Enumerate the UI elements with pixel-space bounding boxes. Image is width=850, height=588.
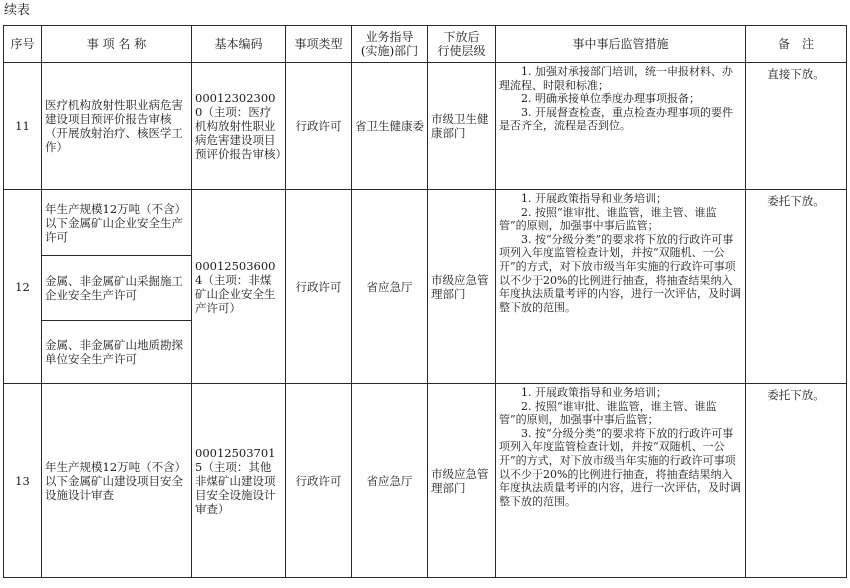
row-measures xyxy=(496,384,746,578)
table-row xyxy=(4,63,847,190)
measure-item: 2. 按照“谁审批、谁监管，谁主管、谁监管”的原则，加强事中事后监管； xyxy=(499,399,717,427)
row-dept: 省应急厅 xyxy=(352,190,428,384)
table-row xyxy=(4,384,847,578)
row-level: 市级应急管理部门 xyxy=(428,384,496,578)
measure-item: 3. 开展督查检查，重点检查办理事项的要件是否齐全，流程是否到位。 xyxy=(499,105,733,133)
matters-table xyxy=(3,25,847,578)
row-level: 市级应急管理部门 xyxy=(428,190,496,384)
row-code: 000125036004（主项：非煤矿山企业安全生产许可） xyxy=(192,190,286,384)
measure-item: 1. 开展政策指导和业务培训； xyxy=(521,386,667,399)
header-level-line2: 行使层级 xyxy=(437,44,486,58)
row-no: 12 xyxy=(4,190,42,384)
measure-item: 1. 加强对承接部门培训，统一申报材料、办理流程、时限和标准； xyxy=(499,65,733,92)
header-level-line1: 下放后 xyxy=(443,30,480,44)
row-code: 000123023000（主项：医疗机构放射性职业病危害建设项目预评价报告审核） xyxy=(192,63,286,190)
row-type: 行政许可 xyxy=(286,190,352,384)
header-dept-line1: 业务指导 xyxy=(365,30,414,44)
measure-item: 3. 按“分级分类”的要求将下放的行政许可事项列入年度监管检查计划，并按“双随机、一公开”的方式，对下放市级当年实施的行政许可事项以不少于20%的比例进行抽查，将抽查结果纳入年度执法质量考评的内容，进行一次评估，及时调整下放的范围。 xyxy=(499,232,741,314)
row-measures xyxy=(496,190,746,384)
table-caption: 续表 xyxy=(4,3,31,18)
row-code: 000125037015（主项：其他非煤矿山建设项目安全设施设计审查） xyxy=(192,384,286,578)
measure-item: 2. 按照“谁审批、谁监管，谁主管、谁监管”的原则，加强事中事后监管； xyxy=(499,205,717,233)
row-dept: 省卫生健康委 xyxy=(352,63,428,190)
row-no: 13 xyxy=(4,384,42,578)
header-code: 基本编码 xyxy=(192,26,286,63)
header-no: 序号 xyxy=(4,26,42,63)
header-dept-line2: (实施)部门 xyxy=(360,44,419,58)
header-name: 事 项 名 称 xyxy=(42,26,192,63)
measure-item: 2. 明确承接单位季度办理事项报备； xyxy=(521,92,700,106)
row-level: 市级卫生健康部门 xyxy=(428,63,496,190)
row-type: 行政许可 xyxy=(286,63,352,190)
row-name: 金属、非金属矿山地质勘探单位安全生产许可 xyxy=(42,321,192,384)
row-type: 行政许可 xyxy=(286,384,352,578)
header-measures: 事中事后监管措施 xyxy=(496,26,746,63)
header-note: 备 注 xyxy=(746,26,847,63)
row-note: 直接下放。 xyxy=(746,63,847,190)
table-row xyxy=(4,190,847,256)
row-note: 委托下放。 xyxy=(746,190,847,384)
row-name: 金属、非金属矿山采掘施工企业安全生产许可 xyxy=(42,256,192,321)
header-type: 事项类型 xyxy=(286,26,352,63)
row-note: 委托下放。 xyxy=(746,384,847,578)
header-dept xyxy=(352,26,428,63)
row-name: 年生产规模12万吨（不含）以下金属矿山建设项目安全设施设计审查 xyxy=(42,384,192,578)
measure-item: 1. 开展政策指导和业务培训； xyxy=(521,192,667,205)
row-measures xyxy=(496,63,746,190)
row-name: 年生产规模12万吨（不含）以下金属矿山企业安全生产许可 xyxy=(42,190,192,256)
row-no: 11 xyxy=(4,63,42,190)
header-row xyxy=(4,26,847,63)
measure-item: 3. 按“分级分类”的要求将下放的行政许可事项列入年度监管检查计划，并按“双随机、一公开”的方式，对下放市级当年实施的行政许可事项以不少于20%的比例进行抽查，将抽查结果纳入年度执法质量考评的内容，进行一次评估，及时调整下放的范围。 xyxy=(499,426,741,508)
row-dept: 省应急厅 xyxy=(352,384,428,578)
row-name: 医疗机构放射性职业病危害建设项目预评价报告审核（开展放射治疗、核医学工作） xyxy=(42,63,192,190)
header-level xyxy=(428,26,496,63)
